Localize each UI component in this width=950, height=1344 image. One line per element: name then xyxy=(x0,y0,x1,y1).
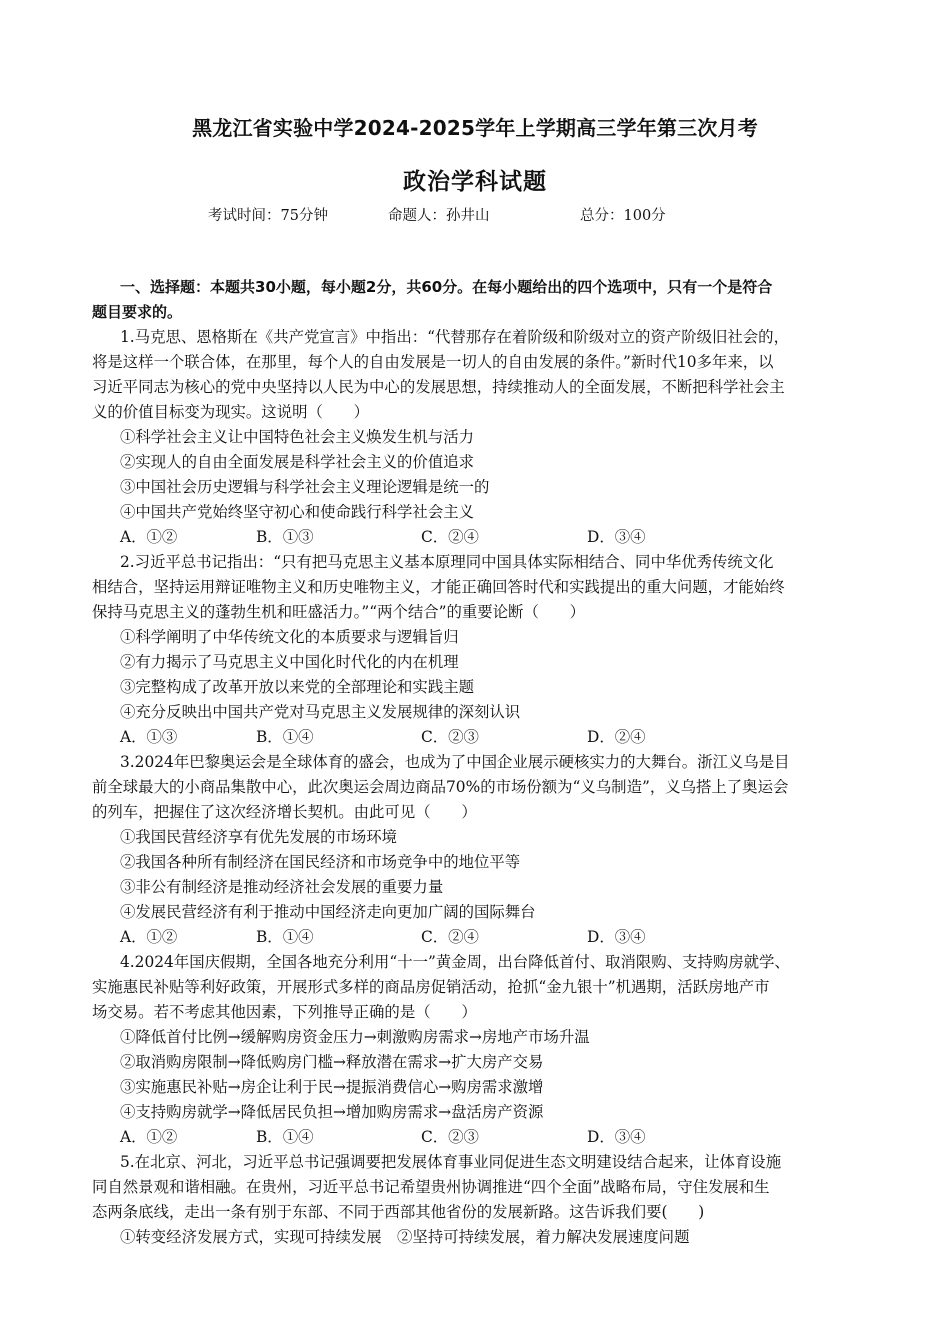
question-stem: 保持马克思主义的蓬勃生机和旺盛活力。”“两个结合”的重要论断（ ） xyxy=(92,603,586,621)
section-heading-cont: 题目要求的。 xyxy=(92,303,183,321)
question-stem: 3.2024年巴黎奥运会是全球体育的盛会，也成为了中国企业展示硬核实力的大舞台。浙江义乌是目 xyxy=(120,753,790,771)
question-item: ①我国民营经济享有优先发展的市场环境 xyxy=(120,828,398,846)
question-stem: 2.习近平总书记指出：“只有把马克思主义基本原理同中国具体实际相结合、同中华优秀传统文化 xyxy=(120,553,774,571)
answer-option-b: B．①④ xyxy=(256,728,314,746)
question-item: ②实现人的自由全面发展是科学社会主义的价值追求 xyxy=(120,453,474,471)
question-stem: 习近平同志为核心的党中央坚持以人民为中心的发展思想，持续推动人的全面发展，不断把科学社会主 xyxy=(92,378,785,396)
question-item: ②我国各种所有制经济在国民经济和市场竞争中的地位平等 xyxy=(120,853,521,871)
answer-option-c: C．②③ xyxy=(421,1128,479,1146)
answer-option-d: D．②④ xyxy=(587,728,646,746)
answer-option-d: D．③④ xyxy=(587,1128,646,1146)
exam-title: 黑龙江省实验中学2024-2025学年上学期高三学年第三次月考 xyxy=(192,116,758,140)
question-stem: 态两条底线，走出一条有别于东部、不同于西部其他省份的发展新路。这告诉我们要( ) xyxy=(92,1203,705,1221)
question-item: ③非公有制经济是推动经济社会发展的重要力量 xyxy=(120,878,444,896)
section-heading: 一、选择题：本题共30小题，每小题2分，共60分。在每小题给出的四个选项中，只有一个是符合 xyxy=(120,278,773,296)
question-item: ①科学社会主义让中国特色社会主义焕发生机与活力 xyxy=(120,428,474,446)
question-stem: 5.在北京、河北，习近平总书记强调要把发展体育事业同促进生态文明建设结合起来，让体育设施 xyxy=(120,1153,782,1171)
question-item: ①科学阐明了中华传统文化的本质要求与逻辑旨归 xyxy=(120,628,459,646)
answer-option-d: D．③④ xyxy=(587,528,646,546)
answer-option-a: A．①② xyxy=(120,528,178,546)
question-item: ②有力揭示了马克思主义中国化时代化的内在机理 xyxy=(120,653,459,671)
answer-option-a: A．①③ xyxy=(120,728,178,746)
exam-time: 考试时间：75分钟 xyxy=(208,208,328,224)
question-item: ④支持购房就学→降低居民负担→增加购房需求→盘活房产资源 xyxy=(120,1103,544,1121)
question-stem: 的列车，把握住了这次经济增长契机。由此可见（ ） xyxy=(92,803,477,821)
question-stem: 义的价值目标变为现实。这说明（ ） xyxy=(92,403,370,421)
answer-option-b: B．①③ xyxy=(256,528,314,546)
question-stem: 同自然景观和谐相融。在贵州，习近平总书记希望贵州协调推进“四个全面”战略布局，守住发展和生 xyxy=(92,1178,770,1196)
answer-option-a: A．①② xyxy=(120,1128,178,1146)
answer-option-c: C．②④ xyxy=(421,528,479,546)
question-item: ①转变经济发展方式，实现可持续发展 ②坚持可持续发展，着力解决发展速度问题 xyxy=(120,1228,690,1246)
answer-option-b: B．①④ xyxy=(256,928,314,946)
question-stem: 前全球最大的小商品集散中心，此次奥运会周边商品70%的市场份额为“义乌制造”，义乌搭上了奥运会 xyxy=(92,778,789,796)
answer-option-c: C．②④ xyxy=(421,928,479,946)
exam-subtitle: 政治学科试题 xyxy=(403,169,547,195)
question-stem: 4.2024年国庆假期，全国各地充分利用“十一”黄金周，出台降低首付、取消限购、支持购房就学、 xyxy=(120,953,790,971)
question-item: ④发展民营经济有利于推动中国经济走向更加广阔的国际舞台 xyxy=(120,903,536,921)
answer-option-b: B．①④ xyxy=(256,1128,314,1146)
question-stem: 1.马克思、恩格斯在《共产党宣言》中指出：“代替那存在着阶级和阶级对立的资产阶级旧社会的， xyxy=(120,328,789,346)
question-item: ②取消购房限制→降低购房门槛→释放潜在需求→扩大房产交易 xyxy=(120,1053,544,1071)
exam-author: 命题人：孙井山 xyxy=(388,208,490,224)
answer-option-d: D．③④ xyxy=(587,928,646,946)
question-stem: 将是这样一个联合体，在那里，每个人的自由发展是一切人的自由发展的条件。”新时代10多年来，以 xyxy=(92,353,774,371)
exam-total-score: 总分：100分 xyxy=(580,208,666,224)
question-item: ①降低首付比例→缓解购房资金压力→刺激购房需求→房地产市场升温 xyxy=(120,1028,590,1046)
question-stem: 相结合，坚持运用辩证唯物主义和历史唯物主义，才能正确回答时代和实践提出的重大问题，才能始终 xyxy=(92,578,785,596)
answer-option-a: A．①② xyxy=(120,928,178,946)
question-item: ③完整构成了改革开放以来党的全部理论和实践主题 xyxy=(120,678,474,696)
question-item: ④中国共产党始终坚守初心和使命践行科学社会主义 xyxy=(120,503,474,521)
question-item: ③中国社会历史逻辑与科学社会主义理论逻辑是统一的 xyxy=(120,478,490,496)
answer-option-c: C．②③ xyxy=(421,728,479,746)
question-stem: 场交易。若不考虑其他因素，下列推导正确的是（ ） xyxy=(92,1003,477,1021)
question-item: ③实施惠民补贴→房企让利于民→提振消费信心→购房需求激增 xyxy=(120,1078,544,1096)
question-stem: 实施惠民补贴等利好政策，开展形式多样的商品房促销活动，抢抓“金九银十”机遇期，活跃房地产市 xyxy=(92,978,770,996)
question-item: ④充分反映出中国共产党对马克思主义发展规律的深刻认识 xyxy=(120,703,521,721)
